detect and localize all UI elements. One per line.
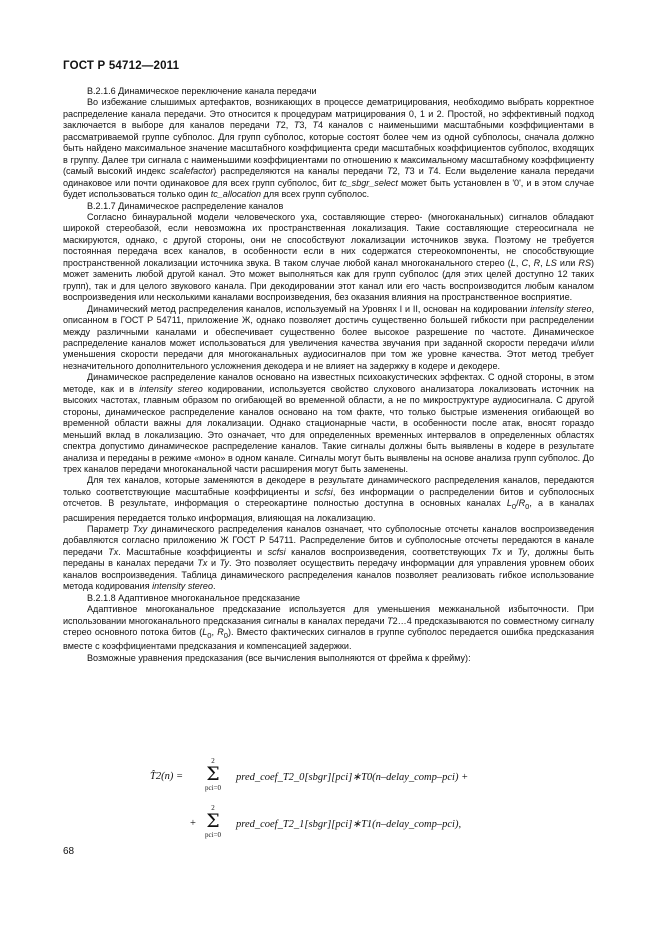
sum-symbol-2: 2 Σ pci=0 [205, 804, 221, 839]
sum-symbol-1: 2 Σ pci=0 [205, 757, 221, 792]
paragraph: Возможные уравнения предсказания (все вычисления выполняются от фрейма к фрейму): [87, 652, 471, 663]
paragraph: Во избежание слышимых артефактов, возникающих в процессе дематрицирования, необходимо выбрать корректное распределение канала передачи. Это относится к процедурам матрицирования 0, 1 и 2. Простой, но эффективный подход заключается в выборе для каналов передачи T2, T3, T4 каналов с наименьшими масштабными коэффициентами в рассматриваемой группе субполос. Для групп субполос, которые состоят более чем из одной субполосы, сначала должно быть найдено максимальное значение масштабного коэффициента среди масштабных коэффициентов субполос, входящих в группу. Далее три сигнала с наименьшими коэффициентами по отношению к максимальному масштабному коэффициенту (самый высокий индекс scalefactor) распределяются на каналы передачи T2, T3 и T4. Если выделение канала передачи одинаковое или почти одинаковое для всех групп субполос, бит tc_sbgr_select может быть установлен в '0', и в этом случае будет использоваться только один tc_allocation для всех групп субполос. [63, 97, 594, 200]
paragraph: Динамическое распределение каналов основано на известных психоакустических эффектах. С одной стороны, в этом методе, как и в intensity stereo кодировании, используется свойство слухового анализатора локализовать источник на высоких частотах, главным образом по огибающей во временной области, а не по микроструктуре аудиосигнала. С другой стороны, динамическое распределение каналов основано на том факте, что только быстрые изменения огибающей во временной области важны для локализации. Однако стационарные части, в особенности после атак, вносят гораздо меньший вклад в локализацию. Это означает, что для определенных временных интервалов в определенных областях спектра допустимо динамическое распределение каналов. Такие сигналы должны быть выявлены в кодере в результате анализа и переданы в режиме «моно» в одном канале. Сигналы могут быть выявлены на основе анализа групп субполос. До трех каналов передачи многоканальной части расширения могут быть заменены. [63, 372, 594, 474]
formula-lhs: T̂2(n) = [150, 771, 184, 782]
formula-term-1: pred_coef_T2_0[sbgr][pci]∗T0(n–delay_comp–pci) + [236, 772, 469, 783]
section-heading: В.2.1.7 Динамическое распределение каналов [87, 200, 284, 211]
section-heading: В.2.1.6 Динамическое переключение канала передачи [87, 86, 317, 96]
paragraph: Для тех каналов, которые заменяются в декодере в результате динамического распределения каналов, передаются только соответствующие масштабные коэффициенты и scfsi, без информации о распределении битов и субполосных отсчетов. В результате, информация о стереокартине полностью доступна в основных каналах $L_0/R_0$, а в каналах расширения передается только информация, влияющая на локализацию. [63, 475, 594, 523]
paragraph: Параметр Txy динамического распределения каналов означает, что субполосные отсчеты каналов воспроизведения добавляются согласно приложению Ж ГОСТ Р 54711. Распределение битов и субполосные отсчеты передаются в канале передачи Tx. Масштабные коэффициенты и scfsi каналов воспроизведения, соответствующих Tx и Ty, должны быть переданы в каналах передачи Tx и Ty. Это позволяет осуществить передачу информации для управления уровнем обоих каналов воспроизведения. Таблица динамического распределения каналов позволяет реализовать гибкое использование метода кодирования intensity stereo. [63, 524, 594, 592]
document-body [63, 86, 594, 664]
paragraph: Адаптивное многоканальное предсказание используется для уменьшения межканальной избыточности. При использовании многоканального предсказания сигналы в каналах передачи T2…4 предсказываются по совместному сигналу стерео основного потока битов ($L_0$, $R_0$). Вместо фактических сигналов в группе субполос передается ошибка предсказания вместе с коэффициентами предсказания и компенсацией задержки. [63, 604, 595, 652]
formula-plus: + [190, 818, 196, 829]
formula-term-2: pred_coef_T2_1[sbgr][pci]∗T1(n–delay_comp–pci), [236, 819, 462, 830]
standard-header: ГОСТ Р 54712—2011 [63, 60, 180, 72]
paragraph: Динамический метод распределения каналов, используемый на Уровнях I и II, основан на кодировании intensity stereo, описанном в ГОСТ Р 54711, приложение Ж, однако позволяет достичь существенно большей гибкости при распределении между различными каналами и обеспечивает существенно более высокое разрешение по частоте. Динамическое распределение каналов может использоваться для увеличения качества звучания при заданной скорости передачи и/или уменьшения скорости передачи для многоканальных аудиосигналов при том же уровне качества. Этот метод требует незначительного дополнительного усложнения декодера и не влияет на задержку в кодере и декодере. [63, 303, 594, 371]
paragraph: Согласно бинауральной модели человеческого уха, составляющие стерео- (многоканальных) сигналов обладают широкой стереобазой, если невозможна их пространственная локализация. Такие составляющие стереосигнала не маскируются, однако, с другой стороны, они не способствуют локализации источников звука. Поэтому не требуется постоянная передача всех каналов, в особенности если в них содержатся стереокомпоненты, не способствующие пространственной локализации источника звука. В таком случае любой канал многоканального стерео (L, C, R, LS или RS) может заменить любой другой канал. Это может выполняться как для групп субполос (для этих целей доступно 12 таких групп), так и для целого звукового канала. При декодировании этот канал или его часть воспроизводится любым каналом воспроизведения или несколькими каналами воспроизведения, без оказания влияния на пространственное восприятие. [63, 211, 594, 303]
section-heading: В.2.1.8 Адаптивное многоканальное предсказание [87, 592, 301, 603]
page-number: 68 [63, 846, 75, 857]
